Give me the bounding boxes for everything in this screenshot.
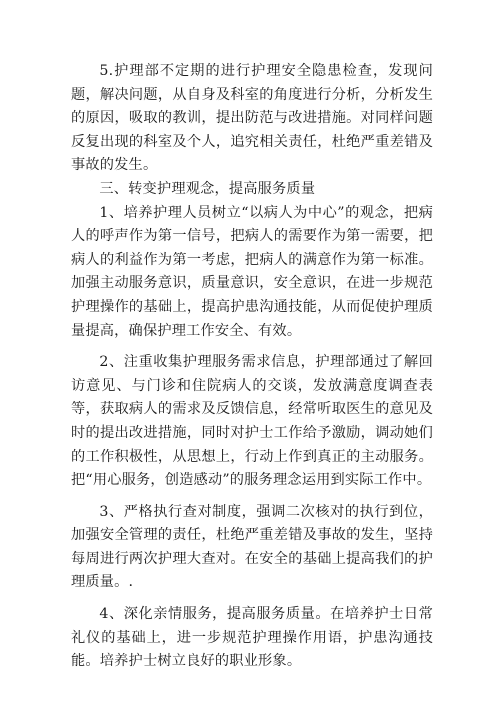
document-body [71,60,433,674]
paragraph-patient-centered: 1、培养护理人员树立“以病人为中心”的观念，把病人的呼声作为第一信号，把病人的需要作为第一需要，把病人的利益作为第一考虑，把病人的满意作为第一标准。加强主动服务意识，质量意识，安全意识，在进一步规范护理操作的基础上，提高护患沟通技能，从而促使护理质量提高，确保护理工作安全、有效。 [71,204,433,339]
paragraph-feedback-collection: 2、注重收集护理服务需求信息，护理部通过了解回访意见、与门诊和住院病人的交谈，发放满意度调查表等，获取病人的需求及反馈信息，经常听取医生的意见及时的提出改进措施，同时对护士工作给予激励，调动她们的工作积极性，从思想上，行动上作到真正的主动服务。把“用心服务，创造感动”的服务理念运用到实际工作中。 [71,354,433,489]
paragraph-safety-inspection: 5.护理部不定期的进行护理安全隐患检查，发现问题，解决问题，从自身及科室的角度进行分析，分析发生的原因，吸取的教训，提出防范与改进措施。对同样问题反复出现的科室及个人，追究相关责任，杜绝严重差错及事故的发生。 [71,63,433,174]
paragraph-verification-system: 3、严格执行查对制度，强调二次核对的执行到位，加强安全管理的责任，杜绝严重差错及事故的发生，坚持每周进行两次护理大查对。在安全的基础上提高我们的护理质量。. [71,503,433,591]
section-heading: 三、转变护理观念，提高服务质量 [99,180,316,197]
paragraph-affection-service: 4、深化亲情服务，提高服务质量。在培养护士日常礼仪的基础上，进一步规范护理操作用语，护患沟通技能。培养护士树立良好的职业形象。 [71,606,433,670]
